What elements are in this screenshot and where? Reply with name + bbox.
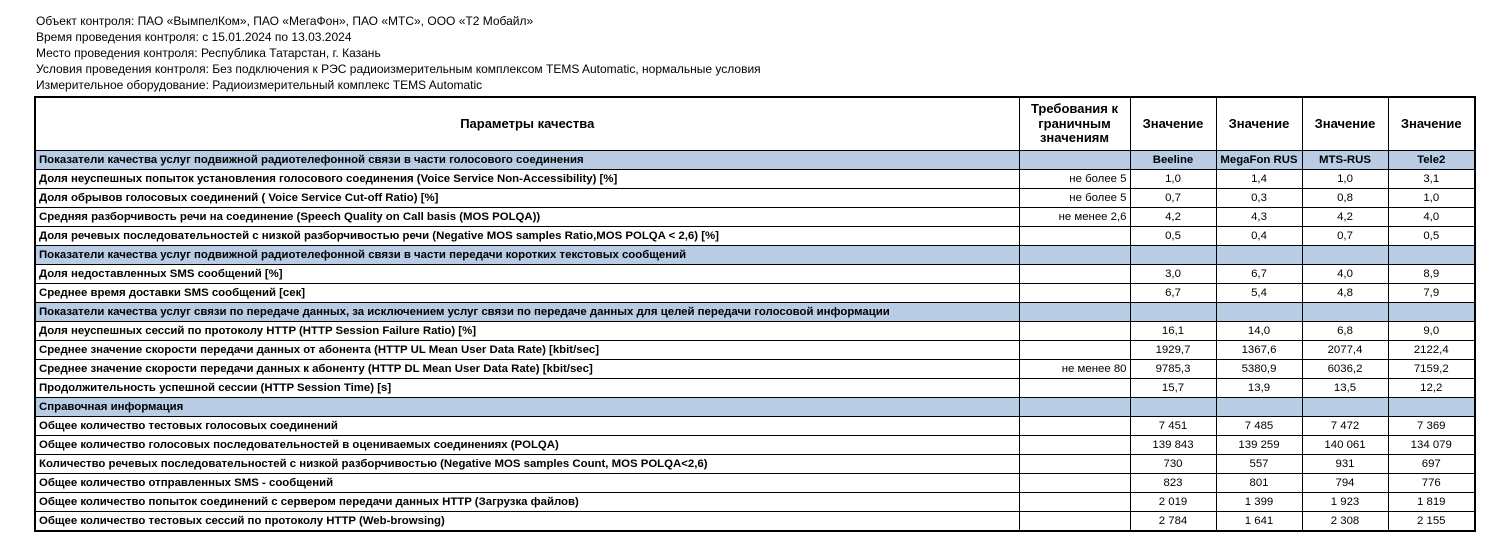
parameter-name: Общее количество тестовых голосовых соединений — [35, 417, 1019, 436]
parameter-name: Количество речевых последовательностей с низкой разборчивостью (Negative MOS samples Count, MOS POLQA<2,6) — [35, 455, 1019, 474]
metric-value: 6036,2 — [1302, 360, 1388, 379]
table-row — [35, 322, 1475, 341]
metric-value: 7 472 — [1302, 417, 1388, 436]
requirement-value — [1019, 493, 1130, 512]
metric-value: 5380,9 — [1216, 360, 1302, 379]
metric-value: 3,1 — [1388, 170, 1475, 189]
header-value-1: Значение — [1130, 97, 1216, 151]
metric-value: 2 784 — [1130, 512, 1216, 532]
parameter-name: Доля неуспешных сессий по протоколу HTTP (HTTP Session Failure Ratio) [%] — [35, 322, 1019, 341]
info-equipment: Измерительное оборудование: Радиоизмерительный комплекс TEMS Automatic — [36, 78, 483, 92]
table-row — [35, 170, 1475, 189]
metric-value: 794 — [1302, 474, 1388, 493]
metric-value: 139 843 — [1130, 436, 1216, 455]
section-row — [35, 398, 1475, 417]
metric-value: 1 641 — [1216, 512, 1302, 532]
metric-value: 7 369 — [1388, 417, 1475, 436]
requirement-value: не более 5 — [1019, 189, 1130, 208]
metric-value: 12,2 — [1388, 379, 1475, 398]
metric-value: 6,7 — [1216, 265, 1302, 284]
table-row — [35, 474, 1475, 493]
header-parameters: Параметры качества — [35, 97, 1019, 151]
requirement-value — [1019, 474, 1130, 493]
parameter-name: Общее количество тестовых сессий по протоколу HTTP (Web-browsing) — [35, 512, 1019, 532]
requirement-value — [1019, 341, 1130, 360]
metric-value: 0,8 — [1302, 189, 1388, 208]
table-row — [35, 189, 1475, 208]
metric-value: 4,0 — [1302, 265, 1388, 284]
metric-value: 5,4 — [1216, 284, 1302, 303]
info-control-place: Место проведения контроля: Республика Татарстан, г. Казань — [36, 46, 381, 60]
requirement-value — [1019, 417, 1130, 436]
metric-value: 14,0 — [1216, 322, 1302, 341]
parameter-name: Средняя разборчивость речи на соединение (Speech Quality on Call basis (MOS POLQA)) — [35, 208, 1019, 227]
info-control-period: Время проведения контроля: с 15.01.2024 по 13.03.2024 — [36, 30, 352, 44]
metric-value: 7159,2 — [1388, 360, 1475, 379]
parameter-name: Общее количество голосовых последовательностей в оцениваемых соединениях (POLQA) — [35, 436, 1019, 455]
operator-name — [1388, 398, 1475, 417]
metric-value: 1367,6 — [1216, 341, 1302, 360]
operator-name — [1302, 246, 1388, 265]
metric-value: 6,8 — [1302, 322, 1388, 341]
parameter-name: Общее количество отправленных SMS - сообщений — [35, 474, 1019, 493]
operator-name — [1130, 246, 1216, 265]
operator-name — [1388, 303, 1475, 322]
section-title: Показатели качества услуг подвижной радиотелефонной связи в части голосового соединения — [35, 151, 1019, 170]
requirement-value — [1019, 512, 1130, 532]
section-requirement-cell — [1019, 398, 1130, 417]
operator-name: MegaFon RUS — [1216, 151, 1302, 170]
metric-value: 1,0 — [1130, 170, 1216, 189]
metric-value: 0,5 — [1130, 227, 1216, 246]
table-row — [35, 284, 1475, 303]
operator-name: MTS-RUS — [1302, 151, 1388, 170]
metric-value: 2122,4 — [1388, 341, 1475, 360]
operator-name — [1216, 303, 1302, 322]
info-control-object: Объект контроля: ПАО «ВымпелКом», ПАО «МегаФон», ПАО «МТС», ООО «Т2 Мобайл» — [36, 14, 534, 28]
table-body — [35, 151, 1475, 532]
metric-value: 801 — [1216, 474, 1302, 493]
parameter-name: Доля речевых последовательностей с низкой разборчивостью речи (Negative MOS samples Ratio,MOS POLQA < 2,6) [%] — [35, 227, 1019, 246]
metric-value: 140 061 — [1302, 436, 1388, 455]
operator-name: Beeline — [1130, 151, 1216, 170]
section-row — [35, 246, 1475, 265]
table-row — [35, 417, 1475, 436]
metric-value: 0,7 — [1302, 227, 1388, 246]
metric-value: 776 — [1388, 474, 1475, 493]
operator-name — [1216, 246, 1302, 265]
operator-name — [1130, 398, 1216, 417]
metric-value: 139 259 — [1216, 436, 1302, 455]
metric-value: 7 485 — [1216, 417, 1302, 436]
section-requirement-cell — [1019, 151, 1130, 170]
table-row — [35, 265, 1475, 284]
metric-value: 823 — [1130, 474, 1216, 493]
metric-value: 0,3 — [1216, 189, 1302, 208]
report-info — [36, 13, 1476, 93]
header-value-4: Значение — [1388, 97, 1475, 151]
parameter-name: Доля неуспешных попыток установления голосового соединения (Voice Service Non-Accessibility) [%] — [35, 170, 1019, 189]
metric-value: 2 308 — [1302, 512, 1388, 532]
metric-value: 2 155 — [1388, 512, 1475, 532]
requirement-value — [1019, 436, 1130, 455]
operator-name — [1388, 246, 1475, 265]
parameter-name: Среднее время доставки SMS сообщений [сек] — [35, 284, 1019, 303]
header-value-3: Значение — [1302, 97, 1388, 151]
metric-value: 16,1 — [1130, 322, 1216, 341]
metric-value: 15,7 — [1130, 379, 1216, 398]
metric-value: 7,9 — [1388, 284, 1475, 303]
operator-name — [1302, 398, 1388, 417]
metric-value: 0,4 — [1216, 227, 1302, 246]
requirement-value: не менее 2,6 — [1019, 208, 1130, 227]
metric-value: 4,2 — [1130, 208, 1216, 227]
operator-name — [1302, 303, 1388, 322]
table-row — [35, 455, 1475, 474]
operator-name — [1130, 303, 1216, 322]
section-row — [35, 303, 1475, 322]
section-requirement-cell — [1019, 246, 1130, 265]
metric-value: 9785,3 — [1130, 360, 1216, 379]
table-row — [35, 493, 1475, 512]
parameter-name: Общее количество попыток соединений с сервером передачи данных HTTP (Загрузка файлов) — [35, 493, 1019, 512]
requirement-value — [1019, 455, 1130, 474]
metric-value: 6,7 — [1130, 284, 1216, 303]
metric-value: 0,7 — [1130, 189, 1216, 208]
parameter-name: Продолжительность успешной сессии (HTTP Session Time) [s] — [35, 379, 1019, 398]
table-row — [35, 360, 1475, 379]
metric-value: 1 399 — [1216, 493, 1302, 512]
section-title: Показатели качества услуг подвижной радиотелефонной связи в части передачи коротких текстовых сообщений — [35, 246, 1019, 265]
metric-value: 13,9 — [1216, 379, 1302, 398]
requirement-value — [1019, 284, 1130, 303]
metric-value: 0,5 — [1388, 227, 1475, 246]
metric-value: 134 079 — [1388, 436, 1475, 455]
metric-value: 2077,4 — [1302, 341, 1388, 360]
info-control-conditions: Условия проведения контроля: Без подключения к РЭС радиоизмерительным комплексом TEMS Automatic, нормальные условия — [36, 62, 761, 76]
section-title: Справочная информация — [35, 398, 1019, 417]
metric-value: 730 — [1130, 455, 1216, 474]
header-value-2: Значение — [1216, 97, 1302, 151]
metric-value: 7 451 — [1130, 417, 1216, 436]
metric-value: 697 — [1388, 455, 1475, 474]
operator-name — [1216, 398, 1302, 417]
metric-value: 4,8 — [1302, 284, 1388, 303]
table-row — [35, 227, 1475, 246]
metric-value: 4,2 — [1302, 208, 1388, 227]
requirement-value — [1019, 379, 1130, 398]
metric-value: 13,5 — [1302, 379, 1388, 398]
metric-value: 1 923 — [1302, 493, 1388, 512]
section-row — [35, 151, 1475, 170]
parameter-name: Среднее значение скорости передачи данных к абоненту (HTTP DL Mean User Data Rate) [kbit/sec] — [35, 360, 1019, 379]
table-row — [35, 379, 1475, 398]
metric-value: 1,0 — [1388, 189, 1475, 208]
header-requirements: Требования к граничным значениям — [1019, 97, 1130, 151]
metric-value: 1 819 — [1388, 493, 1475, 512]
metric-value: 3,0 — [1130, 265, 1216, 284]
parameter-name: Среднее значение скорости передачи данных от абонента (HTTP UL Mean User Data Rate) [kbit/sec] — [35, 341, 1019, 360]
metric-value: 1,0 — [1302, 170, 1388, 189]
metric-value: 931 — [1302, 455, 1388, 474]
metric-value: 1929,7 — [1130, 341, 1216, 360]
requirement-value — [1019, 322, 1130, 341]
table-row — [35, 208, 1475, 227]
metric-value: 8,9 — [1388, 265, 1475, 284]
table-row — [35, 341, 1475, 360]
requirement-value — [1019, 265, 1130, 284]
parameter-name: Доля недоставленных SMS сообщений [%] — [35, 265, 1019, 284]
metric-value: 4,3 — [1216, 208, 1302, 227]
quality-table — [34, 96, 1476, 532]
operator-name: Tele2 — [1388, 151, 1475, 170]
metric-value: 4,0 — [1388, 208, 1475, 227]
parameter-name: Доля обрывов голосовых соединений ( Voice Service Cut-off Ratio) [%] — [35, 189, 1019, 208]
requirement-value: не более 5 — [1019, 170, 1130, 189]
metric-value: 557 — [1216, 455, 1302, 474]
section-title: Показатели качества услуг связи по передаче данных, за исключением услуг связи по передаче данных для целей передачи голосовой информации — [35, 303, 1019, 322]
requirement-value — [1019, 227, 1130, 246]
metric-value: 9,0 — [1388, 322, 1475, 341]
metric-value: 1,4 — [1216, 170, 1302, 189]
requirement-value: не менее 80 — [1019, 360, 1130, 379]
table-row — [35, 436, 1475, 455]
table-header-row — [35, 97, 1475, 151]
table-row — [35, 512, 1475, 532]
metric-value: 2 019 — [1130, 493, 1216, 512]
section-requirement-cell — [1019, 303, 1130, 322]
